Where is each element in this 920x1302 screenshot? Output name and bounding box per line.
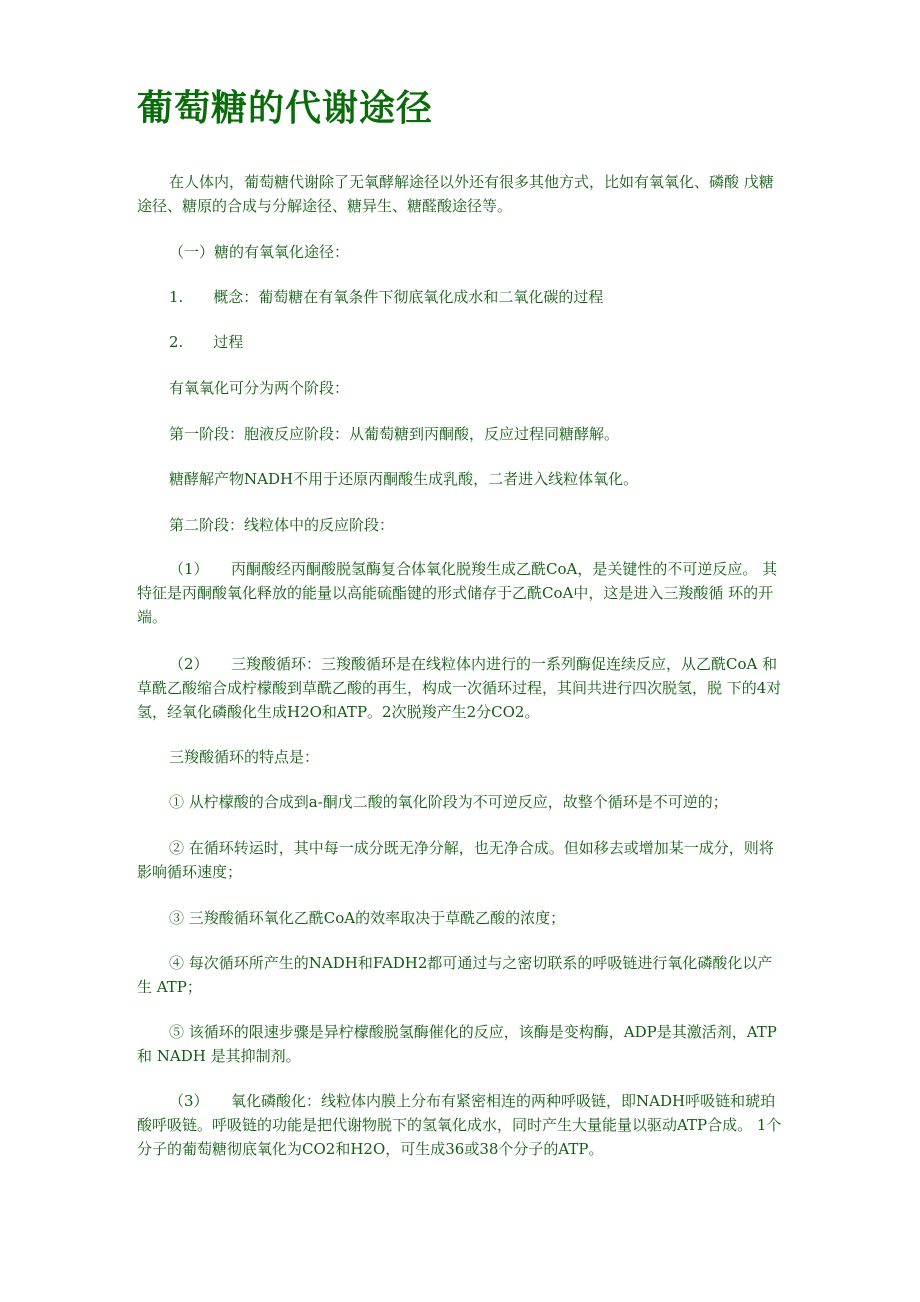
step-oxidative-phosphorylation: （3） 氧化磷酸化：线粒体内膜上分布有紧密相连的两种呼吸链，即NADH呼吸链和琥珀 酸呼吸链。呼吸链的功能是把代谢物脱下的氢氧化成水，同时产生大量能量以驱动ATP合成。 1个分子的葡萄糖彻底氧化为CO2和H2O，可生成36或38个分子的ATP。	[137, 1092, 782, 1158]
tca-feature-3: ③ 三羧酸循环氧化乙酰CoA的效率取决于草酰乙酸的浓度；	[169, 909, 566, 927]
concept-item: 1. 概念：葡萄糖在有氧条件下彻底氧化成水和二氧化碳的过程	[169, 288, 604, 306]
stage-one: 第一阶段：胞液反应阶段：从葡萄糖到丙酮酸，反应过程同糖酵解。	[169, 425, 620, 443]
tca-feature-1: ① 从柠檬酸的合成到a-酮戊二酸的氧化阶段为不可逆反应，故整个循环是不可逆的；	[169, 793, 728, 811]
page-title: 葡萄糖的代谢途径	[137, 87, 434, 129]
glycolysis-nadh-note: 糖酵解产物NADH不用于还原丙酮酸生成乳酸，二者进入线粒体氧化。	[169, 470, 639, 488]
step-tca-cycle: （2） 三羧酸循环：三羧酸循环是在线粒体内进行的一系列酶促连续反应，从乙酰CoA 和草酰乙酸缩合成柠檬酸到草酰乙酸的再生，构成一次循环过程，其间共进行四次脱氢，脱 下的4对氢，经氧化磷酸化生成H2O和ATP。2次脱羧产生2分CO2。	[137, 655, 782, 721]
tca-features-heading: 三羧酸循环的特点是：	[169, 748, 320, 766]
process-item: 2. 过程	[169, 333, 244, 351]
intro-paragraph: 在人体内，葡萄糖代谢除了无氧酵解途径以外还有很多其他方式，比如有氧氧化、磷酸 戊糖途径、糖原的合成与分解途径、糖异生、糖醛酸途径等。	[137, 173, 774, 215]
tca-feature-4: ④ 每次循环所产生的NADH和FADH2都可通过与之密切联系的呼吸链进行氧化磷酸化以产生 ATP；	[137, 954, 773, 996]
tca-feature-5: ⑤ 该循环的限速步骤是异柠檬酸脱氢酶催化的反应，该酶是变构酶，ADP是其激活剂，ATP 和 NADH 是其抑制剂。	[137, 1023, 777, 1065]
section-heading-aerobic-oxidation: （一）糖的有氧氧化途径：	[169, 243, 350, 261]
stages-intro: 有氧氧化可分为两个阶段：	[169, 379, 350, 397]
tca-feature-2: ② 在循环转运时，其中每一成分既无净分解，也无净合成。但如移去或增加某一成分，则将影响循环速度；	[137, 839, 774, 881]
step-pyruvate-decarboxylation: （1） 丙酮酸经丙酮酸脱氢酶复合体氧化脱羧生成乙酰CoA，是关键性的不可逆反应。 其特征是丙酮酸氧化释放的能量以高能硫酯键的形式储存于乙酰CoA中，这是进入三羧酸循 环的开端。	[137, 560, 778, 626]
stage-two: 第二阶段：线粒体中的反应阶段：	[169, 516, 395, 534]
